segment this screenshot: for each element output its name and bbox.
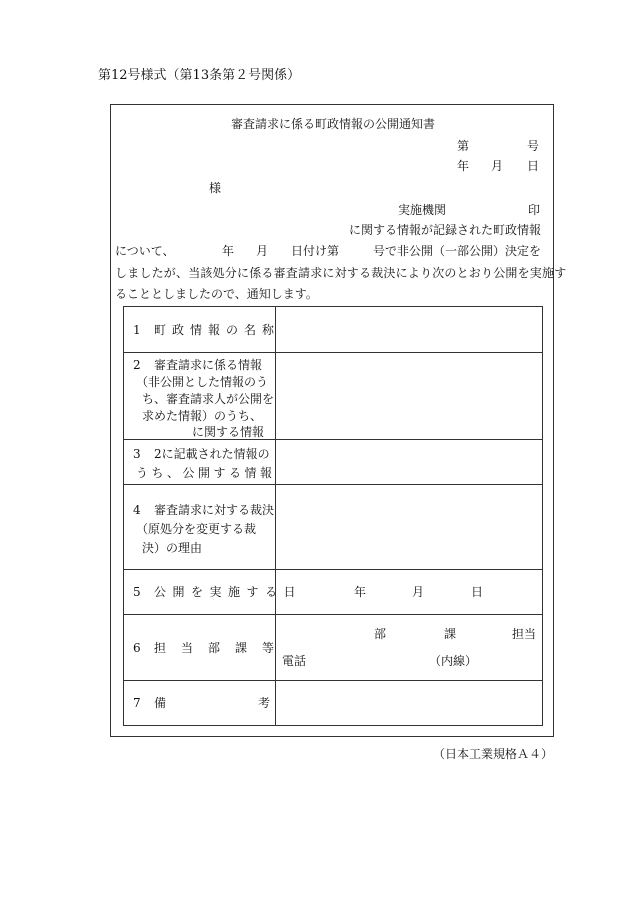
value-cell[interactable] — [276, 615, 542, 680]
row-label-right: 考 — [258, 696, 271, 710]
label-cell — [124, 615, 290, 680]
table-row-5 — [124, 570, 542, 615]
body-line-3: しましたが、当該処分に係る審査請求に対する裁決により次のとおり公開を実施す — [115, 266, 567, 280]
row-label-line: に関する情報 — [192, 425, 265, 439]
body-line-2c: 月 — [256, 244, 269, 258]
issuer-label: 実施機関 — [398, 203, 447, 217]
value-cell[interactable] — [276, 307, 542, 352]
label-cell — [124, 681, 276, 725]
department-label: 部 — [374, 627, 387, 641]
value-cell[interactable] — [276, 570, 542, 614]
label-cell — [124, 485, 276, 569]
body-line-4: ることとしましたので、通知します。 — [115, 287, 318, 301]
row-number: 3 — [133, 447, 141, 461]
label-cell — [124, 440, 276, 484]
value-cell[interactable] — [276, 485, 542, 569]
body-line-2a: について、 — [115, 244, 175, 258]
document-title: 審査請求に係る町政情報の公開通知書 — [230, 117, 435, 131]
body-line-2b: 年 — [222, 244, 235, 258]
row-label-line: 決）の理由 — [142, 541, 203, 555]
row-label-line: 2に記載された情報の — [154, 447, 270, 461]
implementation-day: 日 — [471, 585, 484, 599]
row-label-left: 備 — [154, 696, 167, 710]
label-cell — [124, 307, 281, 352]
number-suffix: 号 — [527, 139, 540, 153]
implementation-year: 年 — [354, 585, 367, 599]
date-year: 年 — [457, 159, 470, 173]
notice-frame — [110, 104, 567, 737]
label-cell — [124, 353, 276, 439]
value-cell[interactable] — [276, 440, 542, 484]
paper-size-note: （日本工業規格Ａ４） — [433, 747, 554, 761]
row-label-line: 審査請求に係る情報 — [154, 358, 263, 372]
section-label: 課 — [444, 627, 457, 641]
table-row-2 — [124, 353, 542, 440]
body-line-2d: 日付け第 — [291, 244, 340, 258]
row-number: 1 — [133, 323, 141, 337]
row-label: 担当部課等 — [154, 641, 290, 655]
date-day: 日 — [527, 159, 540, 173]
row-number: 2 — [133, 358, 141, 372]
row-number: 5 — [133, 585, 141, 599]
person-in-charge-label: 担当 — [512, 627, 537, 641]
value-cell[interactable] — [276, 353, 542, 439]
body-line-2e: 号で非公開（一部公開）決定を — [373, 244, 542, 258]
row-label-line: 求めた情報）のうち、 — [142, 409, 263, 423]
row-label-line: 審査請求に対する裁決 — [154, 503, 275, 517]
row-label-line: （非公開とした情報のう — [136, 375, 269, 389]
row-number: 7 — [133, 696, 141, 710]
date-month: 月 — [491, 159, 504, 173]
table-row-7 — [124, 681, 542, 725]
row-number: 6 — [133, 641, 141, 655]
row-label: 公開を実施する日 — [154, 585, 303, 599]
row-label-line: うち、公開する情報 — [136, 466, 276, 480]
seal-mark: 印 — [528, 203, 541, 217]
row-number: 4 — [133, 503, 141, 517]
extension-label: （内線） — [429, 654, 478, 668]
form-number: 第12号様式（第13条第２号関係） — [98, 68, 301, 83]
value-cell[interactable] — [276, 681, 542, 725]
label-cell — [124, 570, 303, 614]
implementation-month: 月 — [412, 585, 425, 599]
table-row-1 — [124, 307, 542, 353]
number-prefix: 第 — [457, 139, 470, 153]
table-row-6 — [124, 615, 542, 681]
body-line-1: に関する情報が記録された町政情報 — [349, 223, 542, 237]
phone-label: 電話 — [282, 654, 307, 668]
row-label-line: （原処分を変更する裁 — [136, 522, 257, 536]
addressee-suffix: 様 — [209, 181, 222, 195]
table-row-3 — [124, 440, 542, 485]
table-row-4 — [124, 485, 542, 570]
row-label-line: ち、審査請求人が公開を — [142, 392, 275, 406]
disclosure-table — [123, 306, 543, 726]
row-label: 町政情報の名称 — [154, 323, 281, 337]
